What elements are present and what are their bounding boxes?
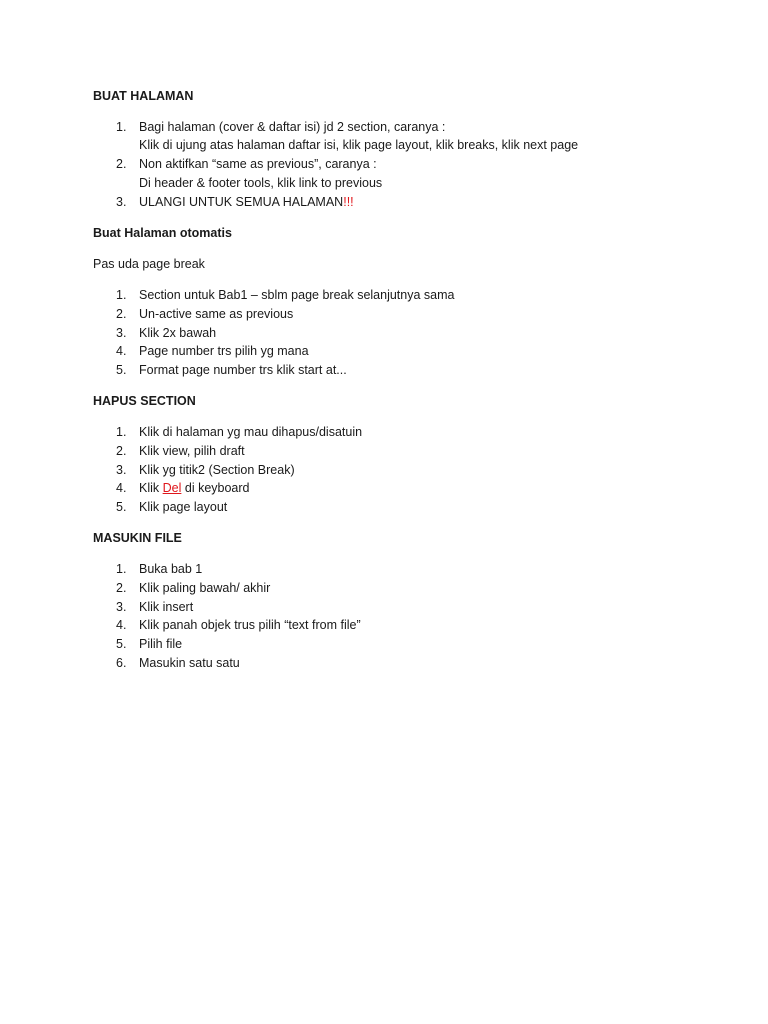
list-number: 2. [116, 444, 127, 458]
list-text: Di header & footer tools, klik link to previous [139, 176, 383, 190]
list-text: Bagi halaman (cover & daftar isi) jd 2 section, caranya : [139, 120, 446, 134]
list-number: 5. [116, 363, 127, 377]
list-number: 3. [116, 600, 127, 614]
section-paragraph: Pas uda page break [93, 257, 205, 271]
list-text: Klik page layout [139, 500, 228, 514]
section-title-masukin-file: MASUKIN FILE [93, 531, 182, 545]
list-text: Klik [139, 481, 163, 495]
list-text: Klik insert [139, 600, 194, 614]
list-number: 3. [116, 326, 127, 340]
list-number: 5. [116, 500, 127, 514]
list-text: di keyboard [181, 481, 250, 495]
list-number: 1. [116, 562, 127, 576]
list-text: Klik di halaman yg mau dihapus/disatuin [139, 425, 363, 439]
list-number: 1. [116, 288, 127, 302]
list-text: Format page number trs klik start at... [139, 363, 347, 377]
list-text: Pilih file [139, 637, 183, 651]
list-number: 3. [116, 463, 127, 477]
list-text-wrap [139, 480, 250, 496]
list-number: 2. [116, 307, 127, 321]
list-number: 1. [116, 425, 127, 439]
list-text: Un-active same as previous [139, 307, 294, 321]
list-text: Non aktifkan “same as previous”, caranya : [139, 157, 377, 171]
list-number: 2. [116, 157, 127, 171]
list-text: Klik paling bawah/ akhir [139, 581, 271, 595]
list-number: 3. [116, 195, 127, 209]
list-text: Klik di ujung atas halaman daftar isi, klik page layout, klik breaks, klik next page [139, 138, 579, 152]
section-title-buat-halaman: BUAT HALAMAN [93, 89, 194, 103]
list-number: 4. [116, 618, 127, 632]
section-title-hapus-section: HAPUS SECTION [93, 394, 196, 408]
list-text-wrap [139, 194, 354, 210]
list-text: Buka bab 1 [139, 562, 203, 576]
list-number: 6. [116, 656, 127, 670]
section-title-buat-halaman-otomatis: Buat Halaman otomatis [93, 226, 232, 240]
list-number: 4. [116, 481, 127, 495]
list-number: 5. [116, 637, 127, 651]
list-text: Klik 2x bawah [139, 326, 217, 340]
list-number: 1. [116, 120, 127, 134]
list-text: Page number trs pilih yg mana [139, 344, 309, 358]
exclamation-text: !!! [343, 195, 354, 209]
list-text: ULANGI UNTUK SEMUA HALAMAN [139, 195, 344, 209]
list-text: Klik yg titik2 (Section Break) [139, 463, 295, 477]
list-text: Klik panah objek trus pilih “text from file” [139, 618, 361, 632]
list-number: 2. [116, 581, 127, 595]
list-text: Section untuk Bab1 – sblm page break selanjutnya sama [139, 288, 455, 302]
list-text: Klik view, pilih draft [139, 444, 245, 458]
list-number: 4. [116, 344, 127, 358]
list-text: Masukin satu satu [139, 656, 240, 670]
del-key-text: Del [162, 481, 182, 495]
